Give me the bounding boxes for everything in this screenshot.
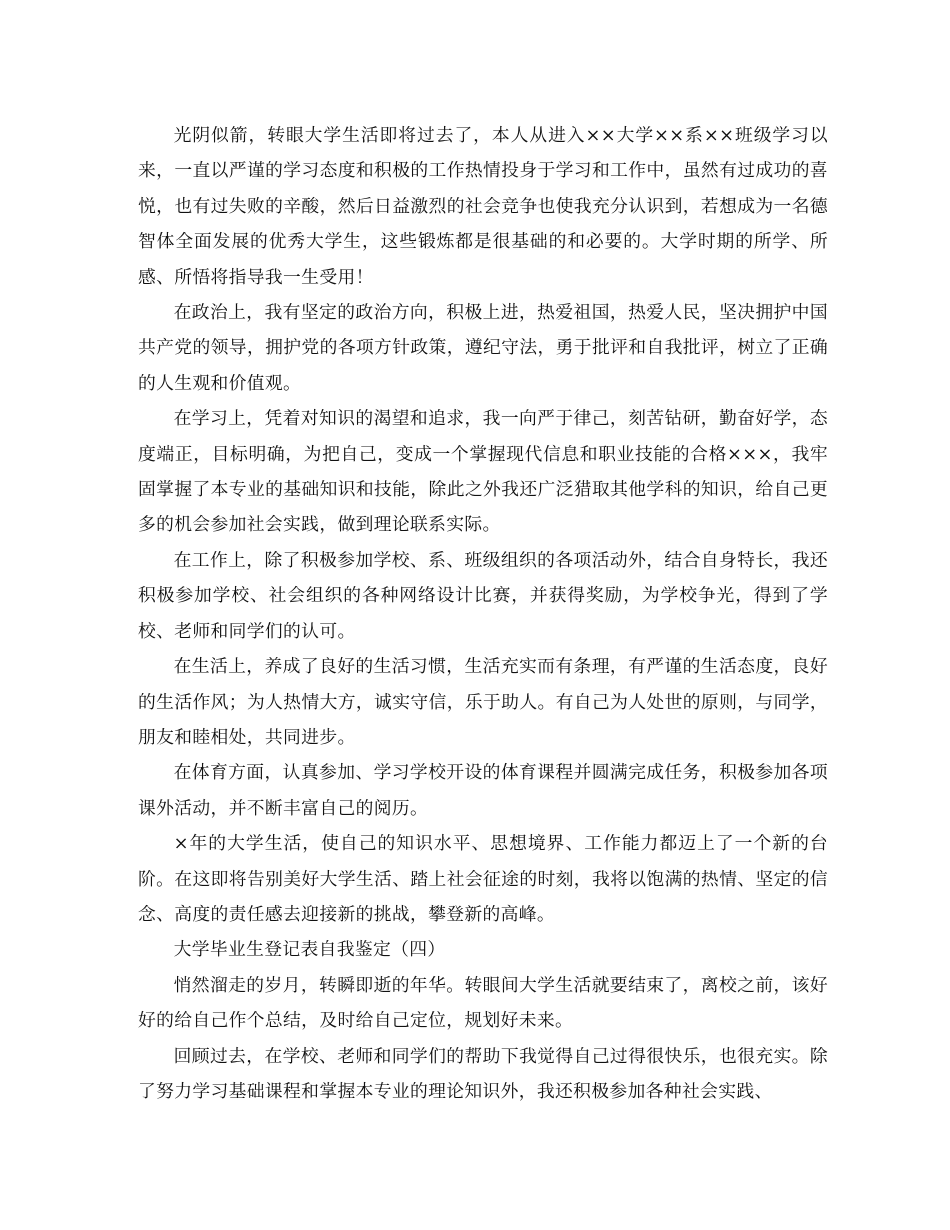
paragraph-sports: 在体育方面，认真参加、学习学校开设的体育课程并圆满完成任务，积极参加各项课外活动，并不断丰富自己的阅历。 xyxy=(138,762,828,819)
paragraph-life: 在生活上，养成了良好的生活习惯，生活充实而有条理，有严谨的生活态度，良好的生活作风；为人热情大方，诚实守信，乐于助人。有自己为人处世的原则，与同学，朋友和睦相处，共同进步。 xyxy=(138,656,828,748)
document-body xyxy=(138,118,828,1109)
paragraph-summary: ×年的大学生活，使自己的知识水平、思想境界、工作能力都迈上了一个新的台阶。在这即将告别美好大学生活、踏上社会征途的时刻，我将以饱满的热情、坚定的信念、高度的责任感去迎接新的挑战，攀登新的高峰。 xyxy=(138,833,828,925)
paragraph-review: 回顾过去，在学校、老师和同学们的帮助下我觉得自己过得很快乐，也很充实。除了努力学习基础课程和掌握本专业的理论知识外，我还积极参加各种社会实践、 xyxy=(138,1045,828,1102)
paragraph-politics: 在政治上，我有坚定的政治方向，积极上进，热爱祖国，热爱人民，坚决拥护中国共产党的领导，拥护党的各项方针政策，遵纪守法，勇于批评和自我批评，树立了正确的人生观和价值观。 xyxy=(138,302,828,394)
paragraph-study: 在学习上，凭着对知识的渴望和追求，我一向严于律己，刻苦钻研，勤奋好学，态度端正，目标明确，为把自己，变成一个掌握现代信息和职业技能的合格×××，我牢固掌握了本专业的基础知识和技能，除此之外我还广泛猎取其他学科的知识，给自己更多的机会参加社会实践，做到理论联系实际。 xyxy=(138,408,828,536)
paragraph-years: 悄然溜走的岁月，转瞬即逝的年华。转眼间大学生活就要结束了，离校之前，该好好的给自己作个总结，及时给自己定位，规划好未来。 xyxy=(138,974,828,1032)
section-heading: 大学毕业生登记表自我鉴定（四） xyxy=(173,939,446,961)
paragraph-work: 在工作上，除了积极参加学校、系、班级组织的各项活动外，结合自身特长，我还积极参加学校、社会组织的各种网络设计比赛，并获得奖励，为学校争光，得到了学校、老师和同学们的认可。 xyxy=(138,549,828,642)
paragraph-intro: 光阴似箭，转眼大学生活即将过去了，本人从进入××大学××系××班级学习以来，一直以严谨的学习态度和积极的工作热情投身于学习和工作中，虽然有过成功的喜悦，也有过失败的辛酸，然后日益激烈的社会竞争也使我充分认识到，若想成为一名德智体全面发展的优秀大学生，这些锻炼都是很基础的和必要的。大学时期的所学、所感、所悟将指导我一生受用！ xyxy=(138,125,828,288)
